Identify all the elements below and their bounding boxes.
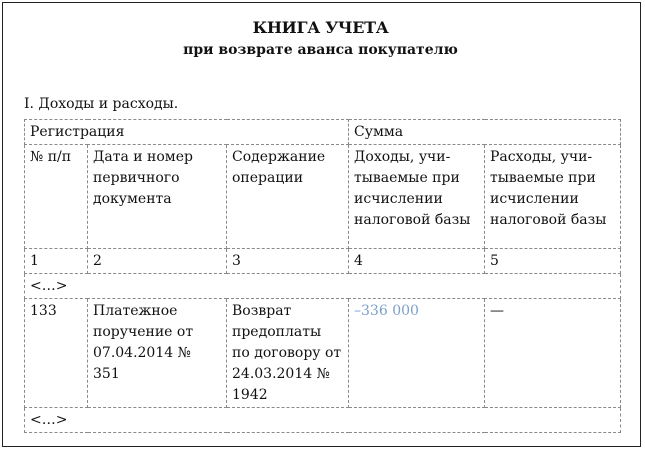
entry-income: –336 000 [349, 299, 485, 408]
entry-document: Платежное поручение от 07.04.2014 № 351 [88, 299, 227, 408]
registration-header: Регистрация [25, 120, 349, 145]
col-header-number: № п/п [25, 145, 88, 249]
amount-header: Сумма [349, 120, 621, 145]
table-row [25, 299, 621, 408]
ellipsis-bottom: <…> [25, 408, 621, 433]
col-number-3: 3 [227, 249, 349, 274]
col-number-4: 4 [349, 249, 485, 274]
document-title: КНИГА УЧЕТА [252, 18, 389, 37]
column-number-row [25, 249, 621, 274]
entry-operation: Возврат предоплаты по договору от 24.03.2014 № 1942 [227, 299, 349, 408]
ellipsis-top: <…> [25, 274, 621, 299]
entry-expense: — [485, 299, 621, 408]
ellipsis-row-bottom [25, 408, 621, 433]
section-heading: I. Доходы и расходы. [24, 96, 179, 112]
col-number-2: 2 [88, 249, 227, 274]
entry-number: 133 [25, 299, 88, 408]
col-number-1: 1 [25, 249, 88, 274]
ledger-table [24, 119, 621, 433]
col-header-expense: Расходы, учи-тываемые при исчислении налоговой базы [485, 145, 621, 249]
col-header-income: Доходы, учи-тываемые при исчислении налоговой базы [349, 145, 485, 249]
document-subtitle: при возврате аванса покупателю [183, 42, 458, 58]
group-header-row [25, 120, 621, 145]
col-header-operation: Содержание операции [227, 145, 349, 249]
col-number-5: 5 [485, 249, 621, 274]
ellipsis-row-top [25, 274, 621, 299]
col-header-document: Дата и номер первичного документа [88, 145, 227, 249]
column-header-row [25, 145, 621, 249]
